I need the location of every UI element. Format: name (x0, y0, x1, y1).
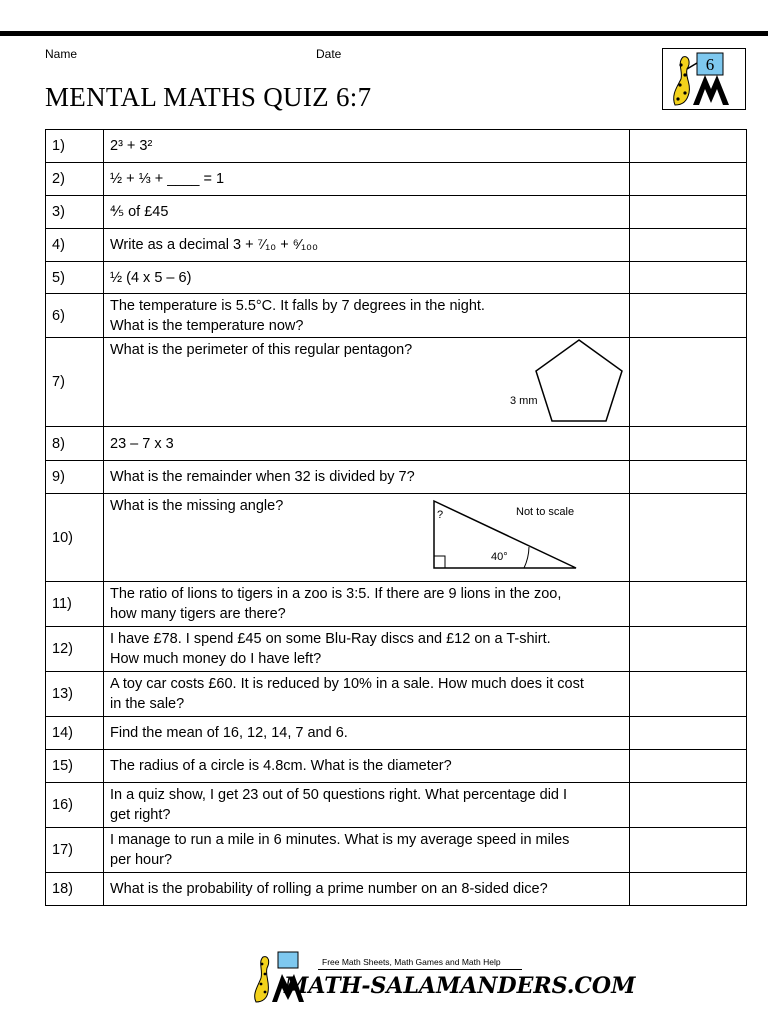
question-line: The ratio of lions to tigers in a zoo is 3:5. If there are 9 lions in the zoo, (110, 586, 562, 602)
question-text (104, 672, 630, 717)
question-row (46, 229, 747, 262)
question-line: ⅘ of £45 (110, 204, 169, 220)
angle-label: 40° (491, 551, 508, 563)
question-line: 2³ + 3² (110, 138, 153, 154)
answer-box[interactable] (630, 672, 747, 717)
page-title: MENTAL MATHS QUIZ 6:7 (45, 82, 372, 112)
logo-badge-number: 6 (705, 55, 715, 74)
question-number: 12) (46, 627, 104, 672)
question-line: in the sale? (110, 696, 185, 712)
question-line: I have £78. I spend £45 on some Blu-Ray discs and £12 on a T-shirt. (110, 631, 551, 647)
top-rule (0, 31, 768, 36)
answer-box[interactable] (630, 627, 747, 672)
question-number: 16) (46, 783, 104, 828)
question-text (104, 750, 630, 783)
question-number: 8) (46, 427, 104, 461)
answer-box[interactable] (630, 262, 747, 294)
question-number: 2) (46, 163, 104, 196)
question-line: What is the missing angle? (110, 498, 284, 514)
question-text (104, 783, 630, 828)
answer-box[interactable] (630, 828, 747, 873)
pentagon-side-label: 3 mm (510, 395, 538, 407)
question-text (104, 494, 630, 582)
question-row (46, 783, 747, 828)
answer-box[interactable] (630, 163, 747, 196)
question-row (46, 338, 747, 427)
question-text (104, 338, 630, 427)
answer-box[interactable] (630, 427, 747, 461)
question-number: 3) (46, 196, 104, 229)
question-number: 9) (46, 461, 104, 494)
question-line: Write as a decimal 3 + ⁷⁄₁₀ + ⁶⁄₁₀₀ (110, 237, 319, 253)
question-line: ½ (4 x 5 – 6) (110, 269, 192, 286)
answer-box[interactable] (630, 196, 747, 229)
question-number: 14) (46, 717, 104, 750)
question-row (46, 163, 747, 196)
question-line: The radius of a circle is 4.8cm. What is the diameter? (110, 758, 452, 774)
question-line: What is the remainder when 32 is divided by 7? (110, 469, 415, 485)
name-label: Name (45, 47, 78, 61)
missing-angle-label: ? (437, 509, 444, 521)
question-row (46, 494, 747, 582)
pentagon-shape (536, 340, 622, 421)
question-row (46, 294, 747, 338)
question-row (46, 672, 747, 717)
answer-box[interactable] (630, 130, 747, 163)
question-row (46, 750, 747, 783)
question-text (104, 461, 630, 494)
question-text (104, 163, 630, 196)
question-row (46, 717, 747, 750)
answer-box[interactable] (630, 338, 747, 427)
right-angle-marker (434, 556, 445, 568)
question-line: How much money do I have left? (110, 651, 322, 667)
question-row (46, 461, 747, 494)
not-to-scale-label: Not to scale (516, 506, 575, 518)
footer-brand: MATH-SALAMANDERS.COM (284, 973, 636, 999)
angle-arc (524, 547, 529, 568)
question-line: I manage to run a mile in 6 minutes. What is my average speed in miles (110, 832, 570, 848)
quiz-table (45, 129, 747, 906)
answer-box[interactable] (630, 229, 747, 262)
question-number: 6) (46, 294, 104, 338)
question-text (104, 627, 630, 672)
answer-box[interactable] (630, 873, 747, 906)
question-text (104, 873, 630, 906)
question-text (104, 130, 630, 163)
question-text (104, 262, 630, 294)
answer-box[interactable] (630, 750, 747, 783)
triangle-diagram (429, 498, 629, 578)
question-line: What is the temperature now? (110, 317, 304, 334)
question-number: 4) (46, 229, 104, 262)
pentagon-diagram (444, 338, 624, 426)
question-line: 23 – 7 x 3 (110, 435, 174, 452)
footer-divider (318, 969, 522, 970)
answer-box[interactable] (630, 294, 747, 338)
question-line: In a quiz show, I get 23 out of 50 questions right. What percentage did I (110, 787, 568, 803)
question-number: 18) (46, 873, 104, 906)
question-number: 1) (46, 130, 104, 163)
question-text (104, 582, 630, 627)
question-line: What is the perimeter of this regular pentagon? (110, 342, 413, 358)
question-number: 5) (46, 262, 104, 294)
answer-box[interactable] (630, 717, 747, 750)
question-line: get right? (110, 807, 171, 823)
question-text (104, 717, 630, 750)
question-number: 15) (46, 750, 104, 783)
question-row (46, 130, 747, 163)
question-line: The temperature is 5.5°C. It falls by 7 degrees in the night. (110, 297, 485, 314)
answer-box[interactable] (630, 582, 747, 627)
question-text (104, 196, 630, 229)
question-line: ½ + ⅓ + ____ = 1 (110, 171, 225, 187)
question-number: 7) (46, 338, 104, 427)
question-line: A toy car costs £60. It is reduced by 10% in a sale. How much does it cost (110, 676, 584, 692)
question-number: 17) (46, 828, 104, 873)
answer-box[interactable] (630, 461, 747, 494)
date-label: Date (316, 47, 342, 61)
question-row (46, 873, 747, 906)
footer-tagline: Free Math Sheets, Math Games and Math Help (322, 957, 501, 967)
question-row (46, 262, 747, 294)
salamander-logo (662, 48, 746, 110)
question-number: 13) (46, 672, 104, 717)
question-text (104, 828, 630, 873)
question-row (46, 828, 747, 873)
question-line: how many tigers are there? (110, 606, 286, 622)
question-line: Find the mean of 16, 12, 14, 7 and 6. (110, 725, 348, 741)
question-line: What is the probability of rolling a prime number on an 8-sided dice? (110, 881, 548, 897)
question-row (46, 627, 747, 672)
answer-box[interactable] (630, 783, 747, 828)
question-row (46, 582, 747, 627)
question-number: 11) (46, 582, 104, 627)
question-line: per hour? (110, 852, 173, 868)
question-text (104, 229, 630, 262)
question-text (104, 294, 630, 338)
question-text (104, 427, 630, 461)
question-row (46, 427, 747, 461)
answer-box[interactable] (630, 494, 747, 582)
question-row (46, 196, 747, 229)
question-number: 10) (46, 494, 104, 582)
